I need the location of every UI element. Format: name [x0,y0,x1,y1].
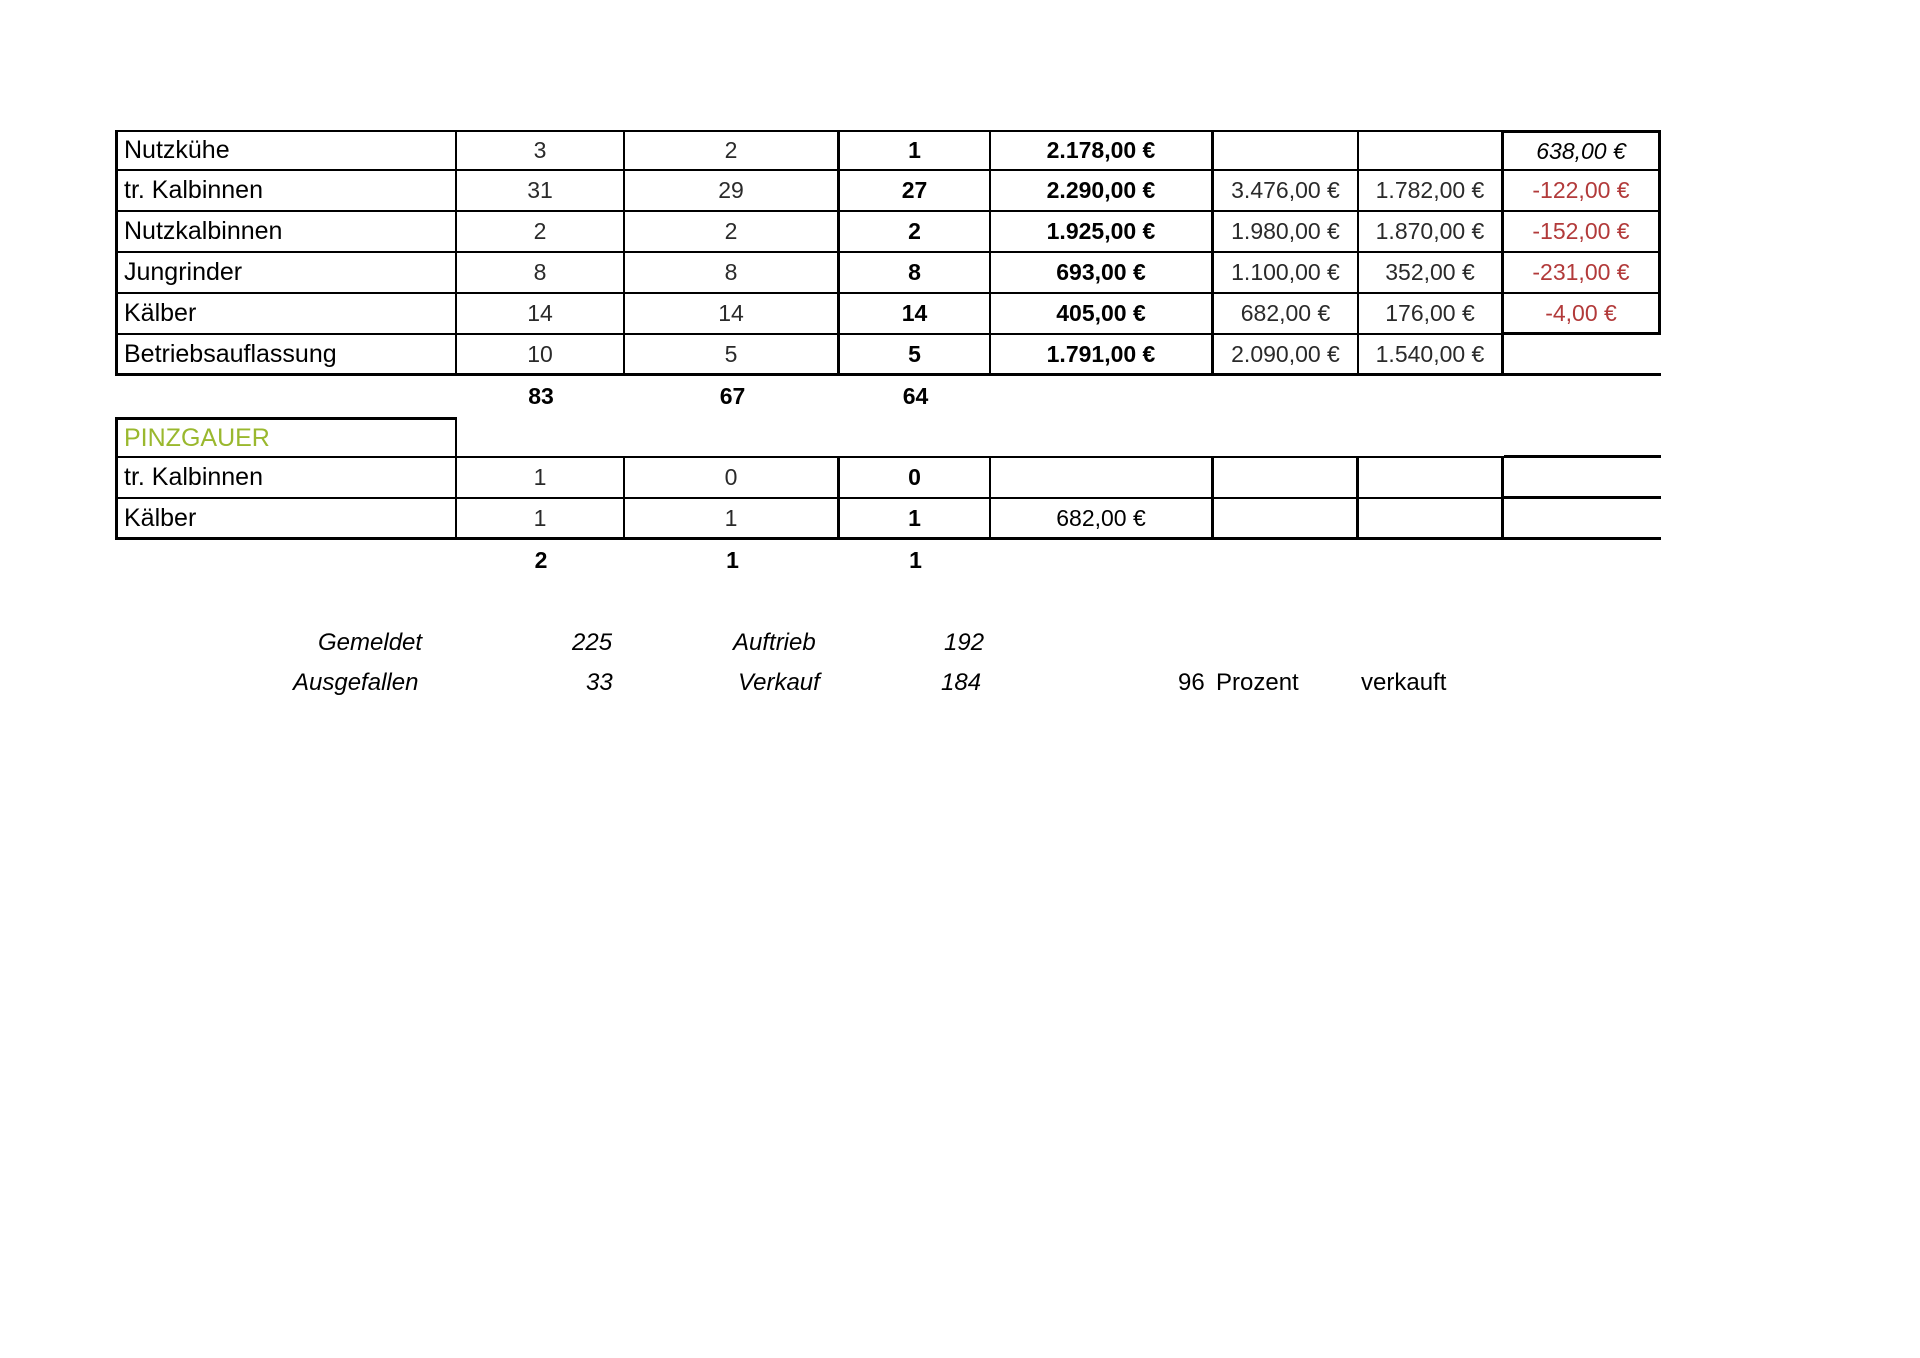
section-title: PINZGAUER [115,417,457,458]
min-price: 176,00 € [1359,294,1504,335]
count-auftrieb: 14 [625,294,840,335]
spacer [1504,376,1661,417]
count-auftrieb: 5 [625,335,840,376]
count-gemeldet: 14 [457,294,625,335]
total-auftrieb: 67 [719,383,746,409]
price-diff: -122,00 € [1504,171,1661,212]
count-auftrieb: 1 [625,499,840,540]
summary-gemeldet-value: 225 [572,629,613,656]
max-price: 1.980,00 € [1214,212,1359,253]
count-gemeldet: 31 [457,171,625,212]
avg-price: 405,00 € [991,294,1214,335]
count-auftrieb: 8 [625,253,840,294]
max-price: 2.090,00 € [1214,335,1359,376]
count-auftrieb: 0 [625,458,840,499]
total-auftrieb: 1 [726,547,739,573]
price-diff: -231,00 € [1504,253,1661,294]
min-price: 1.540,00 € [1359,335,1504,376]
spacer [1214,417,1359,458]
summary-ausgefallen-label: Ausgefallen [293,669,419,696]
price-diff [1504,499,1661,540]
total-gemeldet: 83 [528,383,554,409]
count-verkauf: 0 [840,458,991,499]
spacer [991,376,1214,417]
row-label: tr. Kalbinnen [115,171,457,212]
count-gemeldet: 1 [457,458,625,499]
count-gemeldet: 2 [457,212,625,253]
total-gemeldet: 2 [534,547,548,573]
spacer [1359,376,1504,417]
min-price [1359,458,1504,499]
spacer [1504,417,1661,458]
min-price: 352,00 € [1359,253,1504,294]
summary-verkauf-value: 184 [941,669,982,696]
total-verkauf: 64 [902,383,929,409]
price-diff: -152,00 € [1504,212,1661,253]
avg-price [991,458,1214,499]
row-label: tr. Kalbinnen [115,458,457,499]
summary-verkauft-label: verkauft [1361,669,1447,696]
count-auftrieb: 2 [625,212,840,253]
spacer [457,417,625,458]
summary-gemeldet-label: Gemeldet [318,629,423,656]
count-auftrieb: 29 [625,171,840,212]
min-price: 1.782,00 € [1359,171,1504,212]
row-label: Kälber [115,294,457,335]
summary-auftrieb-label: Auftrieb [733,629,816,656]
min-price [1359,499,1504,540]
summary-ausgefallen-value: 33 [586,669,613,696]
summary-verkauf-label: Verkauf [738,669,820,696]
row-label: Jungrinder [115,253,457,294]
avg-price: 1.791,00 € [991,335,1214,376]
spacer [991,417,1214,458]
price-diff [1504,458,1661,499]
min-price [1359,130,1504,171]
count-verkauf: 1 [840,499,991,540]
count-verkauf: 14 [840,294,991,335]
max-price [1214,130,1359,171]
row-label: Kälber [115,499,457,540]
cattle-prices-table [115,130,1661,581]
max-price: 3.476,00 € [1214,171,1359,212]
count-verkauf: 1 [840,130,991,171]
count-verkauf: 2 [840,212,991,253]
avg-price: 682,00 € [991,499,1214,540]
summary-auftrieb-value: 192 [944,629,985,656]
price-diff: 638,00 € [1504,130,1661,171]
spacer [840,417,991,458]
count-verkauf: 8 [840,253,991,294]
avg-price: 1.925,00 € [991,212,1214,253]
row-label: Betriebsauflassung [115,335,457,376]
avg-price: 2.178,00 € [991,130,1214,171]
spacer [1214,376,1359,417]
spacer [115,540,457,581]
price-diff: -4,00 € [1504,294,1661,335]
row-label: Nutzkühe [115,130,457,171]
spacer [1359,417,1504,458]
min-price: 1.870,00 € [1359,212,1504,253]
avg-price: 693,00 € [991,253,1214,294]
max-price: 682,00 € [1214,294,1359,335]
count-gemeldet: 3 [457,130,625,171]
avg-price: 2.290,00 € [991,171,1214,212]
price-diff [1504,335,1661,376]
count-verkauf: 5 [840,335,991,376]
summary-prozent-label: Prozent [1216,669,1299,696]
max-price [1214,458,1359,499]
count-verkauf: 27 [840,171,991,212]
spacer [625,417,840,458]
summary-prozent-value: 96 [1178,669,1205,696]
count-auftrieb: 2 [625,130,840,171]
row-label: Nutzkalbinnen [115,212,457,253]
count-gemeldet: 1 [457,499,625,540]
max-price: 1.100,00 € [1214,253,1359,294]
max-price [1214,499,1359,540]
spacer [115,376,457,417]
total-verkauf: 1 [909,547,922,573]
count-gemeldet: 8 [457,253,625,294]
count-gemeldet: 10 [457,335,625,376]
